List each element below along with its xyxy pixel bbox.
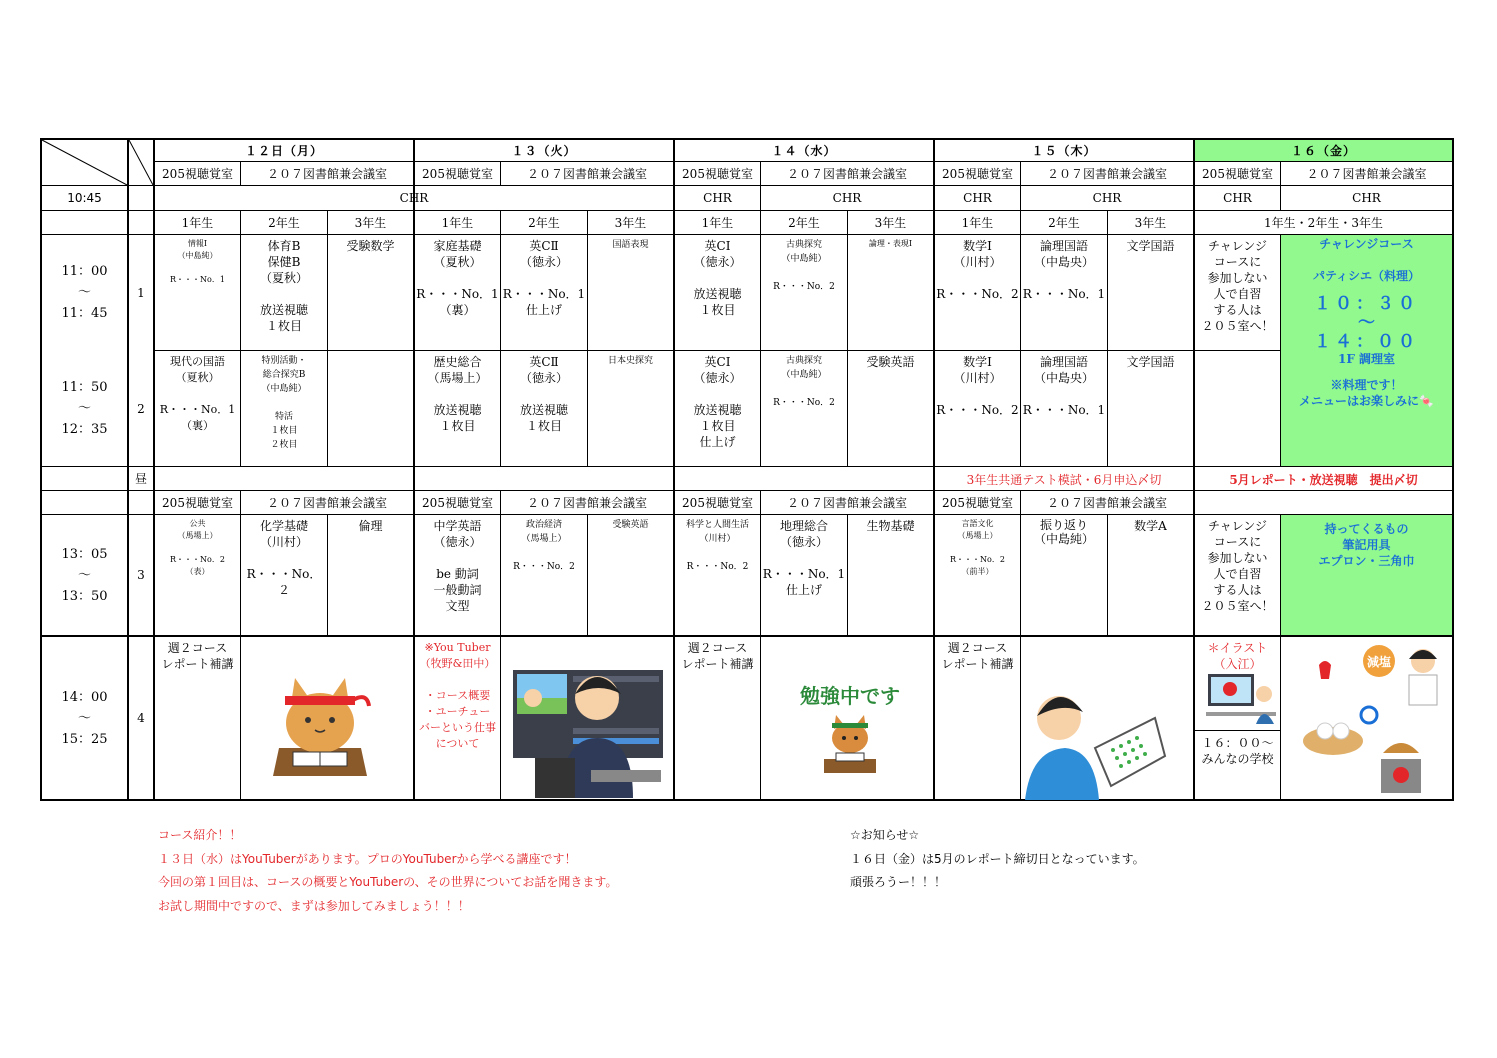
period-3-time: 13：05 ～ 13：50 xyxy=(61,546,108,604)
grade-1: 1年生 xyxy=(181,216,214,230)
class-cell: 英CⅡ （徳永） R・・・No．1 仕上げ xyxy=(502,239,586,317)
class-cell: 国語表現 xyxy=(612,240,649,250)
report-supplement: 週２コース レポート補講 xyxy=(161,641,234,671)
room-205: 205視聴覚室 xyxy=(682,496,753,510)
class-text: 公共 （馬場上） R・・・No．2 （表） xyxy=(170,519,225,576)
chr-label: CHR xyxy=(963,191,992,205)
room-207: ２０７図書館兼会議室 xyxy=(786,167,907,181)
youtuber-course-note: ※You Tuber （牧野&田中） ・コース概要 ・ユーチュー バーという仕事 について xyxy=(419,641,496,750)
room-207: ２０７図書館兼会議室 xyxy=(1046,496,1167,510)
studying-label: 勉強中です xyxy=(800,684,900,708)
cooking-illustration xyxy=(1297,641,1447,797)
grade-3: 3年生 xyxy=(354,216,387,230)
room-205: 205視聴覚室 xyxy=(942,496,1013,510)
challenge-start: １０：３０ xyxy=(1314,294,1419,314)
diagonal-header xyxy=(40,138,154,185)
chr-time: 10:45 xyxy=(67,191,102,205)
day-header-tue: １３（火） xyxy=(511,144,577,158)
lunch-label: 昼 xyxy=(134,471,147,486)
class-cell: 政治経済 （馬場上） R・・・No．2 xyxy=(513,520,575,572)
youtuber-editing-illustration xyxy=(513,658,663,798)
room-205: 205視聴覚室 xyxy=(422,167,493,181)
class-cell: 受験英語 xyxy=(866,355,915,369)
class-cell: 英CⅠ （徳永） 放送視聴 １枚目 xyxy=(693,239,742,317)
class-cell: 論理国語 （中島央） R・・・No．1 xyxy=(1022,355,1106,417)
note-line: コース紹介！！ xyxy=(158,828,242,842)
grade-1: 1年生 xyxy=(441,216,474,230)
grade-1: 1年生 xyxy=(701,216,734,230)
studying-cat-illustration xyxy=(265,668,375,788)
illustration-course-note: ＊イラスト （入江） xyxy=(1207,641,1268,671)
period-2-number: 2 xyxy=(137,401,145,416)
timetable xyxy=(40,138,1454,801)
class-cell: 振り返り （中島純） xyxy=(1033,518,1094,546)
class-cell: 受験数学 xyxy=(346,239,395,253)
room-207: ２０７図書館兼会議室 xyxy=(526,167,647,181)
notes-right xyxy=(850,824,1145,895)
class-cell: 英CⅡ （徳永） 放送視聴 １枚目 xyxy=(519,355,568,433)
chr-label: CHR xyxy=(703,191,732,205)
class-cell: 地理総合 （徳永） R・・・No．1 仕上げ xyxy=(762,519,846,597)
challenge-course: パティシエ（料理） xyxy=(1312,269,1421,283)
challenge-course-block xyxy=(1281,235,1452,466)
lunch-note-fri: 5月レポート・放送視聴 提出〆切 xyxy=(1229,473,1418,487)
challenge-place: 1F 調理室 xyxy=(1337,352,1396,366)
report-supplement: 週２コース レポート補講 xyxy=(941,641,1014,671)
class-cell: 文学国語 xyxy=(1126,355,1175,369)
note-line: ☆お知らせ☆ xyxy=(850,828,920,842)
class-cell: 古典探究 （中島純） R・・・No．2 xyxy=(773,240,835,292)
class-cell: 生物基礎 xyxy=(866,519,915,533)
challenge-tilde: ～ xyxy=(1358,313,1375,333)
room-205: 205視聴覚室 xyxy=(162,167,233,181)
chr-label: CHR xyxy=(1223,191,1252,205)
period-4-time: 14：00 ～ 15：25 xyxy=(61,689,108,747)
minna-school-note: １６：００～ みんなの学校 xyxy=(1201,736,1274,766)
grade-3: 3年生 xyxy=(614,216,647,230)
day-header-fri: １６（金） xyxy=(1290,144,1356,158)
period-1-number: 1 xyxy=(137,285,145,300)
class-cell: 言語文化 （馬場上） R・・・No．2 （前半） xyxy=(950,519,1005,576)
class-cell: 家庭基礎 （夏秋） R・・・No．1 （裏） xyxy=(416,239,499,317)
report-supplement: 週２コース レポート補講 xyxy=(681,641,754,671)
class-cell: 科学と人間生活 （川村） R・・・No．2 xyxy=(685,520,749,572)
note-line: １６日（金）は5月のレポート締切日となっています。 xyxy=(850,851,1145,866)
class-cell: 論理国語 （中島央） R・・・No．1 xyxy=(1022,239,1106,301)
note-line: お試し期間中ですので、まずは参加してみましょう！！！ xyxy=(158,898,470,913)
chr-label: CHR xyxy=(399,191,429,205)
day-header-mon: １２日（月） xyxy=(244,144,323,158)
day-header-thu: １５（木） xyxy=(1031,144,1097,158)
class-cell: 英CⅠ （徳永） 放送視聴 １枚目 仕上げ xyxy=(693,355,742,449)
class-cell: 古典探究 （中島純） R・・・No．2 xyxy=(773,356,835,408)
chr-label: CHR xyxy=(1092,191,1122,205)
class-cell: 現代の国語 （夏秋） R・・・No．1 （裏） xyxy=(159,355,236,432)
class-cell: 日本史探究 xyxy=(607,356,653,366)
class-cell: 受験英語 xyxy=(612,520,649,530)
period-2-time: 11：50 ～ 12：35 xyxy=(61,380,108,437)
grade-3: 3年生 xyxy=(1134,216,1167,230)
class-cell: 化学基礎 （川村） R・・・No．２ xyxy=(246,519,322,597)
tablet-study-illustration xyxy=(1025,678,1175,800)
room-207: ２０７図書館兼会議室 xyxy=(1306,167,1427,181)
room-207: ２０７図書館兼会議室 xyxy=(266,167,387,181)
class-cell: 数学A xyxy=(1134,519,1167,533)
room-207: ２０７図書館兼会議室 xyxy=(526,496,647,510)
class-cell: 倫理 xyxy=(358,519,383,533)
grade-3: 3年生 xyxy=(874,216,907,230)
challenge-title: チャレンジコース xyxy=(1319,237,1414,251)
class-cell: 歴史総合 （馬場上） 放送視聴 １枚目 xyxy=(427,355,488,433)
studying-dog-illustration xyxy=(790,683,910,783)
grade-2: 2年生 xyxy=(788,216,820,230)
room-207: ２０７図書館兼会議室 xyxy=(786,496,907,510)
room-205: 205視聴覚室 xyxy=(422,496,493,510)
class-cell: 情報Ⅰ （中島純） R・・・No．1 xyxy=(170,239,225,284)
self-study-note: チャレンジ コースに 参加しない 人で自習 する人は ２０５室へ！ xyxy=(1201,239,1274,333)
class-cell: 論理・表現Ⅰ xyxy=(868,239,913,248)
notes-left xyxy=(158,824,617,918)
class-cell: 中学英語 （徳永） be 動詞 一般動詞 文型 xyxy=(433,519,482,613)
period-3-number: 3 xyxy=(137,568,145,582)
class-cell: 数学Ⅰ （川村） R・・・No．2 xyxy=(936,355,1019,417)
class-cell xyxy=(155,515,240,635)
self-study-note: チャレンジ コースに 参加しない 人で自習 する人は ２０５室へ！ xyxy=(1201,519,1274,613)
computer-drawing-illustration xyxy=(1206,672,1278,728)
grade-1: 1年生 xyxy=(961,216,994,230)
grade-2: 2年生 xyxy=(1048,216,1080,230)
room-207: ２０７図書館兼会議室 xyxy=(1046,167,1167,181)
challenge-end: １４：００ xyxy=(1314,332,1419,352)
lunch-note-thu: 3年生共通テスト模試・6月申込〆切 xyxy=(966,473,1162,487)
room-205: 205視聴覚室 xyxy=(162,496,233,510)
class-cell: 文学国語 xyxy=(1126,239,1175,253)
period-4-number: 4 xyxy=(137,711,145,725)
room-205: 205視聴覚室 xyxy=(682,167,753,181)
challenge-note2: メニューはお楽しみに🍬 xyxy=(1299,394,1434,408)
note-line: １３日（水）はYouTuberがあります。プロのYouTuberから学べる講座です！ xyxy=(158,851,577,866)
class-cell: 数学Ⅰ （川村） R・・・No．2 xyxy=(936,239,1019,301)
salt-label: 減塩 xyxy=(1366,655,1392,669)
challenge-note1: ※料理です！ xyxy=(1330,378,1403,392)
grade-all: 1年生・2年生・3年生 xyxy=(1264,216,1383,230)
grade-2: 2年生 xyxy=(268,216,300,230)
note-line: 頑張ろうー！！！ xyxy=(850,875,947,889)
chr-label: CHR xyxy=(832,191,862,205)
class-cell: 特別活動・ 総合探究B （中島純） 特活 １枚目 ２枚目 xyxy=(261,356,307,450)
chr-label: CHR xyxy=(1352,191,1381,205)
day-header-wed: １４（水） xyxy=(771,144,837,158)
room-207: ２０７図書館兼会議室 xyxy=(266,496,387,510)
period-1-time: 11：00 ～ 11：45 xyxy=(61,264,108,321)
grade-2: 2年生 xyxy=(528,216,560,230)
class-cell: 体育B 保健B （夏秋） 放送視聴 １枚目 xyxy=(259,239,308,333)
room-205: 205視聴覚室 xyxy=(1202,167,1273,181)
room-205: 205視聴覚室 xyxy=(942,167,1013,181)
bring-items-note: 持ってくるもの 筆記用具 エプロン・三角巾 xyxy=(1318,522,1415,568)
note-line: 今回の第１回目は、コースの概要とYouTuberの、その世界についてお話を聞きます。 xyxy=(158,875,618,889)
